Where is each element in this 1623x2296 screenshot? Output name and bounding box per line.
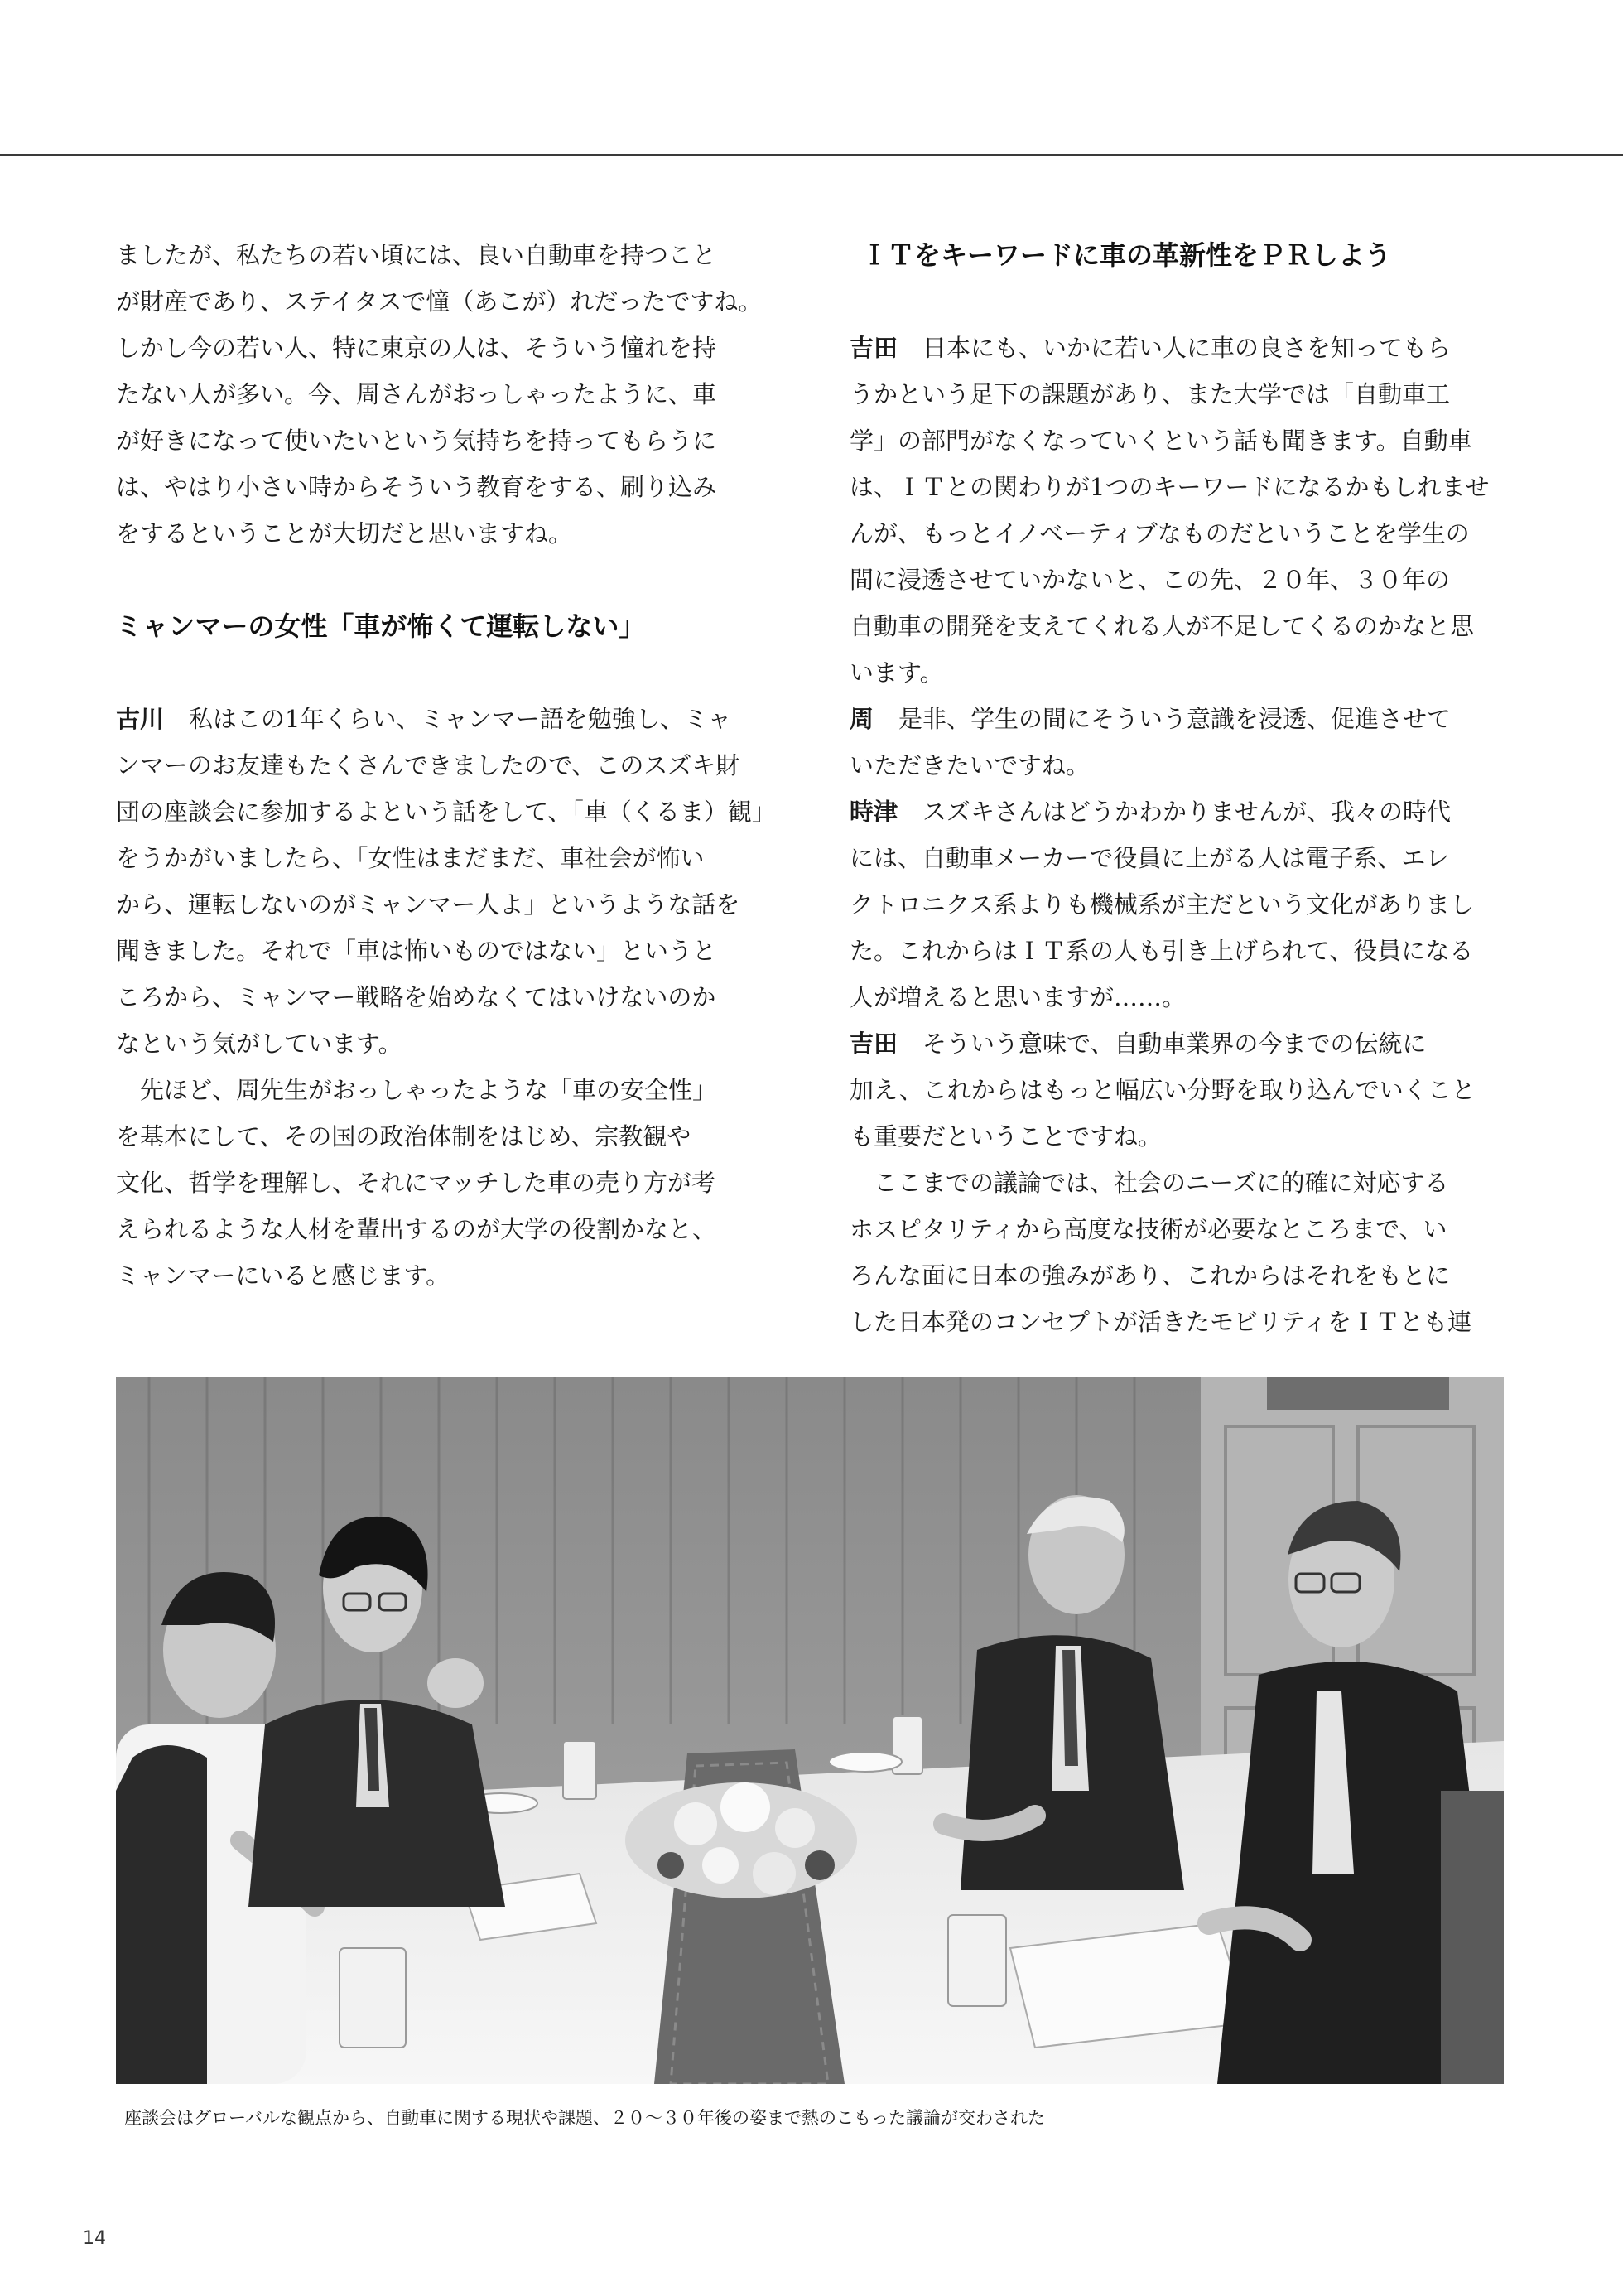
body-line: ろんな面に日本の強みがあり、これからはそれをもとに — [850, 1261, 1451, 1290]
body-line: 加え、これからはもっと幅広い分野を取り込んでいくこと — [850, 1076, 1476, 1104]
body-line: は、ＩＴとの関わりが1つのキーワードになるかもしれませ — [850, 473, 1490, 501]
speaker-line — [850, 696, 1537, 742]
body-line: たない人が多い。今、周さんがおっしゃったように、車 — [116, 380, 717, 408]
body-line: うかという足下の課題があり、また大学では「自動車工 — [850, 380, 1451, 408]
speech-text: 日本にも、いかに若い人に車の良さを知ってもら — [922, 334, 1452, 362]
speaker-name: 時津 — [850, 798, 898, 826]
body-line: います。 — [850, 658, 944, 687]
speaker-name: 周 — [850, 705, 874, 733]
body-line: ミャンマーにいると感じます。 — [116, 1261, 450, 1290]
body-line: クトロニクス系よりも機械系が主だという文化がありまし — [850, 890, 1474, 919]
speaker-line — [850, 1020, 1537, 1067]
body-line: 間に浸透させていかないと、この先、２０年、３０年の — [850, 566, 1451, 594]
speech-text: スズキさんはどうかわかりませんが、我々の時代 — [922, 798, 1452, 826]
body-line: をうかがいましたら、「女性はまだまだ、車社会が怖い — [116, 844, 705, 872]
speaker-name: 吉田 — [850, 334, 898, 362]
speaker-line — [850, 325, 1537, 371]
body-line: が好きになって使いたいという気持ちを持ってもらうに — [116, 427, 717, 455]
speaker-line — [850, 789, 1537, 835]
body-line: は、やはり小さい時からそういう教育をする、刷り込み — [116, 473, 717, 501]
body-line: 人が増えると思いますが……。 — [850, 983, 1187, 1011]
body-line: 自動車の開発を支えてくれる人が不足してくるのかなと思 — [850, 612, 1475, 640]
body-line: 聞きました。それで「車は怖いものではない」というと — [116, 937, 717, 965]
header-rule — [0, 154, 1623, 156]
body-line: 学」の部門がなくなっていくという話も聞きます。自動車 — [850, 427, 1472, 455]
body-line: 先ほど、周先生がおっしゃったような「車の安全性」 — [116, 1076, 717, 1104]
speaker-name: 古川 — [116, 705, 165, 733]
body-line: が財産であり、ステイタスで憧（あこが）れだったですね。 — [116, 287, 763, 316]
body-line: ころから、ミャンマー戦略を始めなくてはいけないのか — [116, 983, 716, 1011]
body-line: には、自動車メーカーで役員に上がる人は電子系、エレ — [850, 844, 1450, 872]
roundtable-photo — [116, 1377, 1504, 2084]
body-line: ンマーのお友達もたくさんできましたので、このスズキ財 — [116, 751, 740, 779]
body-line: ましたが、私たちの若い頃には、良い自動車を持つこと — [116, 241, 717, 269]
body-line: ここまでの議論では、社会のニーズに的確に対応する — [850, 1169, 1449, 1197]
body-line: 文化、哲学を理解し、それにマッチした車の売り方が考 — [116, 1169, 715, 1197]
speech-text: 是非、学生の間にそういう意識を浸透、促進させて — [898, 705, 1452, 733]
section-heading-myanmar: ミャンマーの女性「車が怖くて運転しない」 — [116, 610, 646, 642]
body-line: を基本にして、その国の政治体制をはじめ、宗教観や — [116, 1122, 691, 1150]
body-line: えられるような人材を輩出するのが大学の役割かなと、 — [116, 1215, 717, 1243]
photo-caption: 座談会はグローバルな観点から、自動車に関する現状や課題、２０～３０年後の姿まで熱のこもった議論が交わされた — [124, 2108, 1045, 2128]
speaker-name: 吉田 — [850, 1030, 898, 1058]
speaker-line — [116, 696, 803, 742]
body-line: しかし今の若い人、特に東京の人は、そういう憧れを持 — [116, 334, 717, 362]
left-column — [116, 232, 803, 1299]
body-line: から、運転しないのがミャンマー人よ」というような話を — [116, 890, 740, 919]
section-heading-it: ＩＴをキーワードに車の革新性をＰＲしよう — [861, 239, 1392, 271]
body-line: した日本発のコンセプトが活きたモビリティをＩＴとも連 — [850, 1308, 1472, 1336]
body-line: いただきたいですね。 — [850, 751, 1091, 779]
body-line: た。これからはＩＴ系の人も引き上げられて、役員になる — [850, 937, 1474, 965]
right-column — [850, 232, 1537, 1345]
speech-text: そういう意味で、自動車業界の今までの伝統に — [922, 1030, 1427, 1058]
body-line: をするということが大切だと思いますね。 — [116, 519, 573, 547]
speech-text: 私はこの1年くらい、ミャンマー語を勉強し、ミャ — [189, 705, 732, 733]
body-line: なという気がしています。 — [116, 1030, 402, 1058]
body-line: ホスピタリティから高度な技術が必要なところまで、い — [850, 1215, 1447, 1243]
body-line: んが、もっとイノベーティブなものだということを学生の — [850, 519, 1470, 547]
body-line: 団の座談会に参加するよという話をして、「車（くるま）観」 — [116, 798, 776, 826]
page-number: 14 — [83, 2228, 106, 2249]
body-line: も重要だということですね。 — [850, 1122, 1163, 1150]
